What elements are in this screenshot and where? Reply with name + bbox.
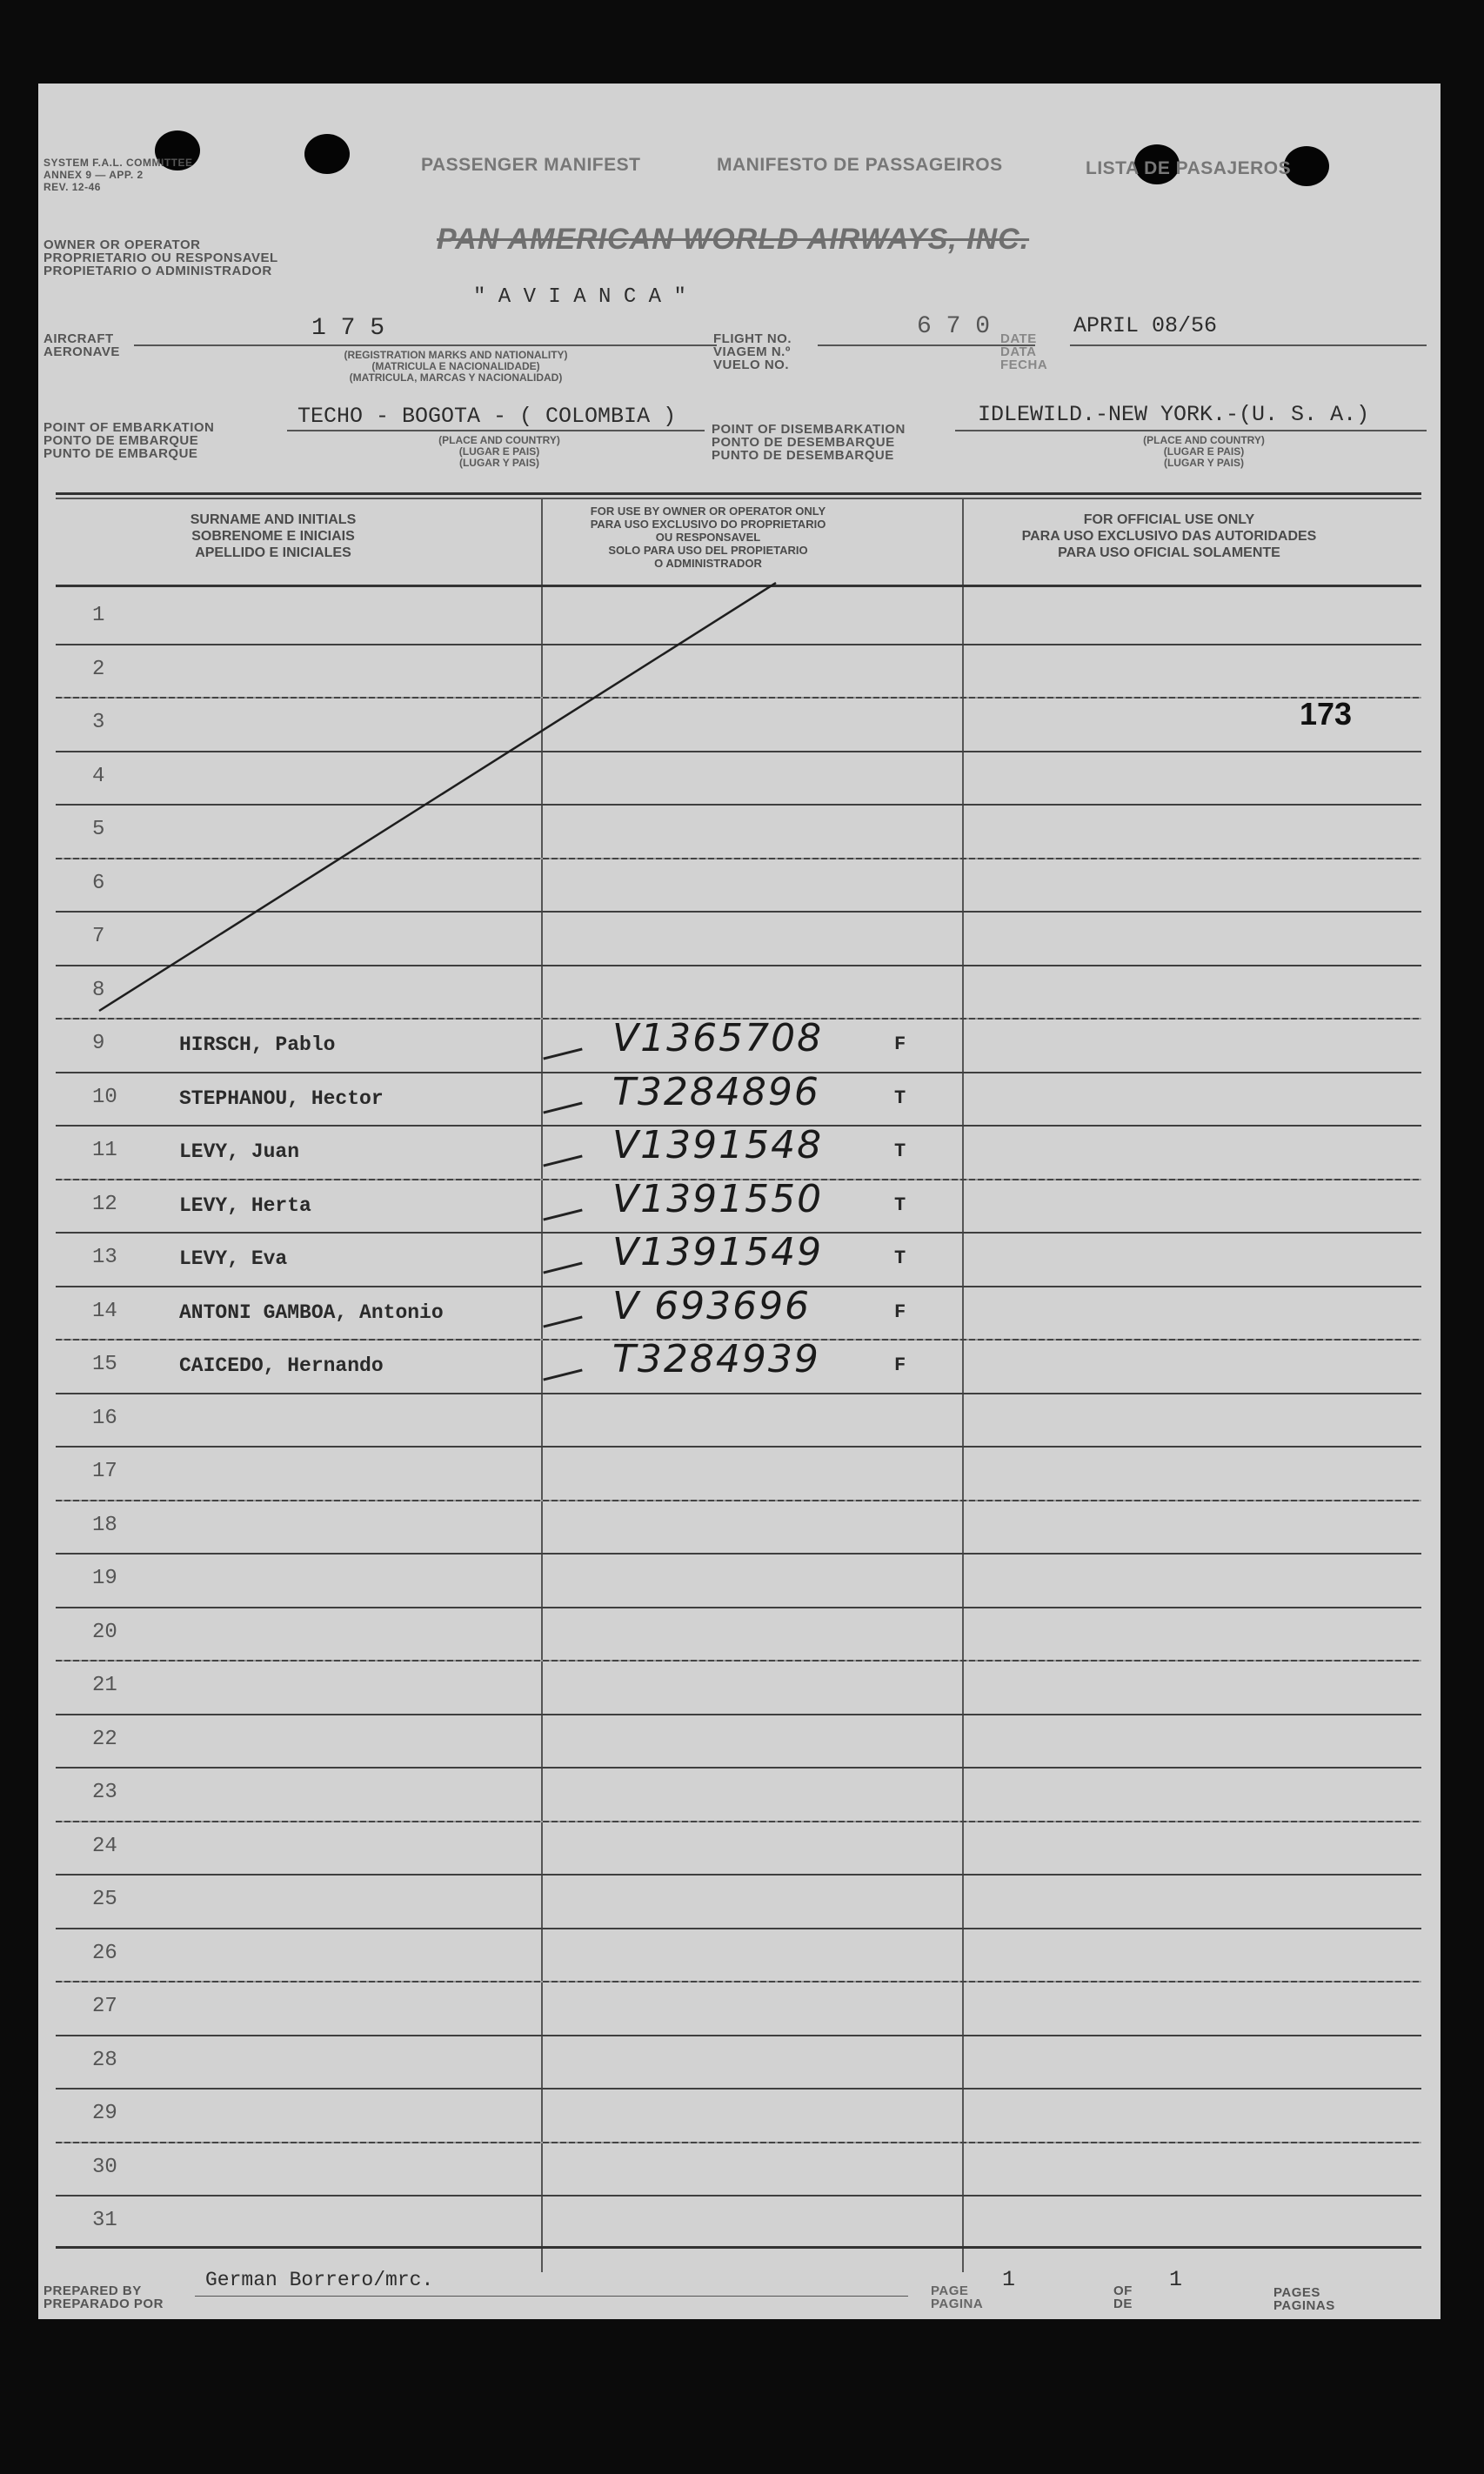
passenger-name: STEPHANOU, Hector	[179, 1087, 384, 1110]
disembark-label: POINT OF DISEMBARKATION PONTO DE DESEMBARQUE PUNTO DE DESEMBARQUE	[712, 422, 906, 463]
row-number: 30	[92, 2155, 117, 2179]
flight-label: FLIGHT NO. VIAGEM N.º VUELO NO.	[713, 331, 792, 372]
passenger-name: CAICEDO, Hernando	[179, 1354, 384, 1377]
aircraft-value: 1 7 5	[311, 315, 385, 342]
row-number: 20	[92, 1620, 117, 1644]
embark-value: TECHO - BOGOTA - ( COLOMBIA )	[297, 404, 677, 429]
row-number: 13	[92, 1246, 117, 1269]
registration-label: (REGISTRATION MARKS AND NATIONALITY) (MATRICULA E NACIONALIDADE) (MATRICULA, MARCAS Y NACIONALIDAD)	[344, 349, 568, 384]
row-number: 17	[92, 1460, 117, 1483]
row-number: 19	[92, 1567, 117, 1590]
stamp-number: 173	[1300, 696, 1353, 732]
disembark-value: IDLEWILD.-NEW YORK.-(U. S. A.)	[978, 402, 1370, 427]
row-number: 25	[92, 1888, 117, 1911]
row-divider	[56, 1714, 1421, 1715]
handwritten-tick	[543, 1315, 582, 1327]
row-divider	[56, 1393, 1421, 1394]
row-number: 11	[92, 1139, 117, 1162]
document-number: V1365708	[612, 1016, 824, 1060]
row-number: 5	[92, 818, 105, 841]
document-number: T3284939	[612, 1337, 820, 1381]
row-divider	[56, 1981, 1421, 1983]
row-number: 31	[92, 2209, 117, 2232]
document-number: T3284896	[612, 1069, 820, 1114]
row-divider	[56, 1821, 1421, 1822]
row-number: 15	[92, 1353, 117, 1376]
passenger-code: F	[894, 1354, 906, 1376]
flight-value: 6 7 0	[917, 313, 991, 340]
passenger-name: LEVY, Eva	[179, 1247, 288, 1270]
passenger-code: F	[894, 1033, 906, 1055]
passenger-code: T	[894, 1194, 906, 1216]
row-divider	[56, 1446, 1421, 1448]
passenger-name: LEVY, Juan	[179, 1140, 300, 1163]
page-label: PAGE PAGINA	[931, 2283, 984, 2311]
row-number: 8	[92, 978, 105, 1002]
embark-place-label: (PLACE AND COUNTRY) (LUGAR E PAIS) (LUGAR Y PAIS)	[438, 434, 560, 469]
row-divider	[56, 2142, 1421, 2143]
corner-text: SYSTEM F.A.L. COMMITTEE ANNEX 9 — APP. 2 REV. 12-46	[43, 157, 193, 193]
row-divider	[56, 1607, 1421, 1608]
row-number: 28	[92, 2048, 117, 2072]
passenger-name: HIRSCH, Pablo	[179, 1033, 336, 1056]
operator-printed-name: PAN AMERICAN WORLD AIRWAYS, INC.	[437, 223, 1030, 256]
row-number: 6	[92, 871, 105, 895]
row-divider	[56, 1553, 1421, 1555]
row-number: 2	[92, 657, 105, 681]
row-divider	[56, 2035, 1421, 2036]
handwritten-tick	[543, 1208, 582, 1220]
document-number: V1391550	[612, 1176, 824, 1221]
row-number: 4	[92, 764, 105, 788]
disembark-place-label: (PLACE AND COUNTRY) (LUGAR E PAIS) (LUGAR Y PAIS)	[1143, 434, 1265, 469]
prepared-underline	[195, 2296, 908, 2297]
row-divider	[56, 2195, 1421, 2197]
pages-label: PAGES PAGINAS	[1273, 2285, 1335, 2313]
row-number: 27	[92, 1995, 117, 2018]
document-number: V1391548	[612, 1123, 824, 1167]
prepared-by-value: German Borrero/mrc.	[205, 2269, 434, 2291]
passenger-name: LEVY, Herta	[179, 1194, 311, 1217]
passenger-code: T	[894, 1087, 906, 1109]
row-divider	[56, 1660, 1421, 1662]
row-number: 18	[92, 1513, 117, 1537]
passenger-code: T	[894, 1140, 906, 1162]
row-number: 23	[92, 1781, 117, 1804]
row-divider	[56, 1767, 1421, 1769]
handwritten-tick	[543, 1261, 582, 1274]
col-official-header: FOR OFFICIAL USE ONLY PARA USO EXCLUSIVO DAS AUTORIDADES PARA USO OFICIAL SOLAMENTE	[1021, 512, 1317, 560]
title-portuguese: MANIFESTO DE PASSAGEIROS	[717, 155, 1003, 175]
void-diagonal-line	[38, 84, 1441, 1127]
document-number: V 693696	[612, 1283, 812, 1328]
handwritten-tick	[543, 1368, 582, 1381]
col-operator-header: FOR USE BY OWNER OR OPERATOR ONLY PARA USO EXCLUSIVO DO PROPRIETARIO OU RESPONSAVEL SOLO PARA USO DEL PROPIETARIO O ADMINISTRADOR	[590, 505, 826, 570]
row-number: 10	[92, 1085, 117, 1109]
row-number: 14	[92, 1299, 117, 1323]
date-value: APRIL 08/56	[1073, 313, 1218, 338]
row-number: 22	[92, 1727, 117, 1751]
row-number: 24	[92, 1834, 117, 1858]
document-number: V1391549	[612, 1230, 824, 1274]
title-english: PASSENGER MANIFEST	[421, 155, 641, 175]
manifest-page	[38, 84, 1441, 2319]
passenger-name: ANTONI GAMBOA, Antonio	[179, 1301, 444, 1324]
table-bottom-border	[56, 2246, 1421, 2249]
handwritten-tick	[543, 1154, 582, 1167]
aircraft-label: AIRCRAFT AERONAVE	[43, 331, 120, 359]
date-label: DATE DATA FECHA	[1000, 331, 1048, 372]
title-spanish: LISTA DE PASAJEROS	[1086, 158, 1292, 178]
row-number: 1	[92, 604, 105, 627]
col-surname-header: SURNAME AND INITIALS SOBRENOME E INICIAIS APELLIDO E INICIALES	[190, 512, 357, 560]
operator-label: OWNER OR OPERATOR PROPRIETARIO OU RESPONSAVEL PROPIETARIO O ADMINISTRADOR	[43, 237, 278, 278]
row-number: 21	[92, 1674, 117, 1697]
embark-label: POINT OF EMBARKATION PONTO DE EMBARQUE PUNTO DE EMBARQUE	[43, 420, 215, 461]
row-divider	[56, 1500, 1421, 1501]
row-number: 26	[92, 1941, 117, 1965]
of-label: OF DE	[1113, 2283, 1133, 2311]
row-divider	[56, 1928, 1421, 1929]
row-divider	[56, 1874, 1421, 1876]
row-number: 9	[92, 1032, 105, 1055]
row-number: 7	[92, 925, 105, 948]
row-divider	[56, 2088, 1421, 2090]
row-number: 16	[92, 1406, 117, 1430]
row-number: 12	[92, 1192, 117, 1216]
passenger-code: T	[894, 1247, 906, 1269]
page-value: 1	[1002, 2267, 1016, 2292]
passenger-code: F	[894, 1301, 906, 1323]
prepared-by-label: PREPARED BY PREPARADO POR	[43, 2283, 164, 2311]
of-value: 1	[1169, 2267, 1183, 2292]
operator-typed-name: " A V I A N C A "	[473, 285, 686, 309]
row-number: 3	[92, 711, 105, 734]
row-number: 29	[92, 2102, 117, 2125]
